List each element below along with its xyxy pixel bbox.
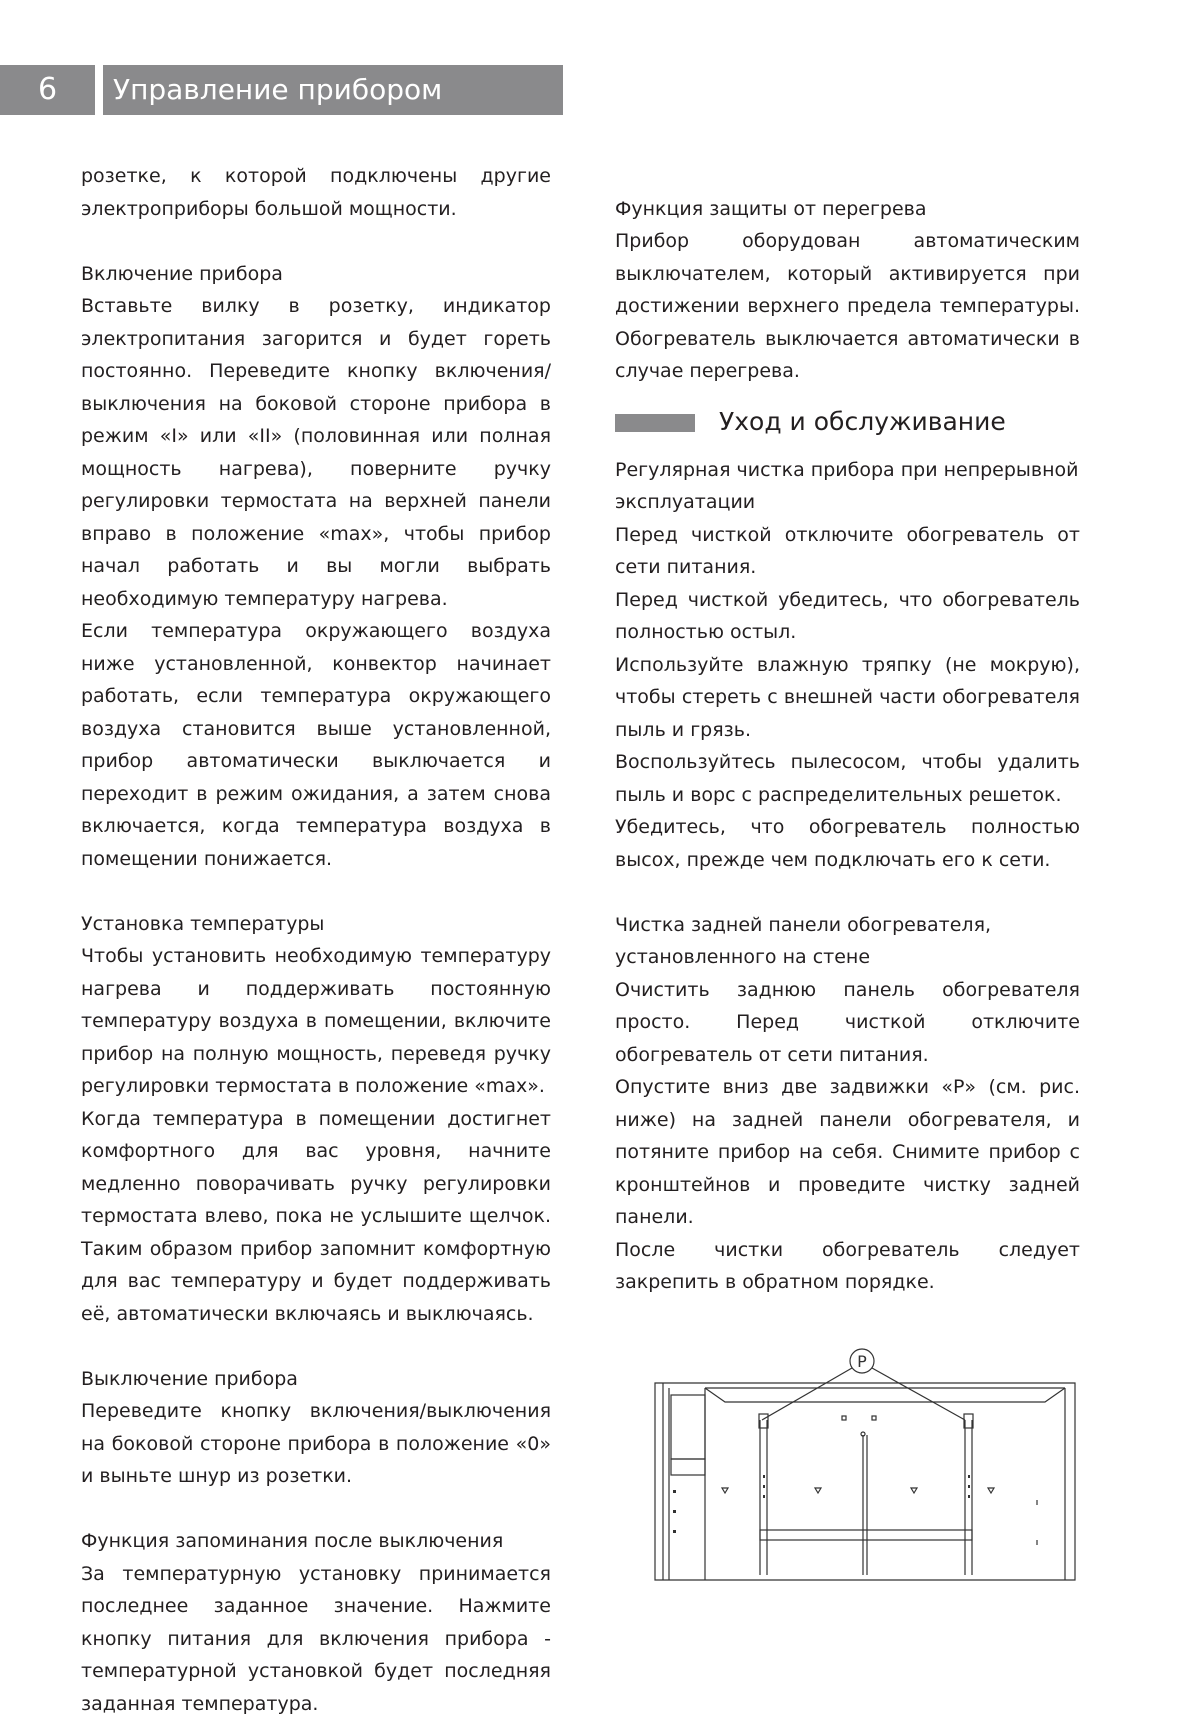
heater-back-panel-diagram <box>645 1340 1085 1590</box>
paragraph: Переведите кнопку включения/выключения на боковой стороне прибора в положение «0» и выньте шнур из розетки. <box>81 1395 551 1493</box>
paragraph-gap <box>81 875 551 908</box>
paragraph: Очистить заднюю панель обогревателя просто. Перед чисткой отключите обогреватель от сети питания. <box>615 974 1080 1072</box>
paragraph: Чтобы установить необходимую температуру нагрева и поддерживать постоянную температуру воздуха в помещении, включите прибор на полную мощность, переведя ручку регулировки термостата в положение «max». <box>81 940 551 1103</box>
paragraph: Используйте влажную тряпку (не мокрую), чтобы стереть с внешней части обогревателя пыль и грязь. <box>615 649 1080 747</box>
paragraph: Вставьте вилку в розетку, индикатор электропитания загорится и будет гореть постоянно. Переведите кнопку включения/выключения на боковой стороне прибора в режим «I» или «II» (половинная или полная мощность нагрева), поверните ручку регулировки термостата на верхней панели вправо в положение «max», чтобы прибор начал работать и вы могли выбрать необходимую температуру нагрева. <box>81 290 551 615</box>
paragraph: Перед чисткой убедитесь, что обогреватель полностью остыл. <box>615 584 1080 649</box>
paragraph: За температурную установку принимается последнее заданное значение. Нажмите кнопку питания для включения прибора - температурной установкой будет последняя заданная температура. <box>81 1558 551 1720</box>
paragraph-gap <box>81 225 551 258</box>
subheading: Регулярная чистка прибора при непрерывной эксплуатации <box>615 454 1080 519</box>
paragraph-gap <box>81 1493 551 1526</box>
subheading: Функция запоминания после выключения <box>81 1525 551 1558</box>
paragraph-gap <box>615 160 1080 193</box>
paragraph: Прибор оборудован автоматическим выключателем, который активируется при достижении верхнего предела температуры. Обогреватель выключается автоматически в случае перегрева. <box>615 225 1080 388</box>
left-column <box>81 160 551 1720</box>
section-header <box>615 392 1080 454</box>
paragraph: После чистки обогреватель следует закрепить в обратном порядке. <box>615 1234 1080 1299</box>
right-column <box>615 160 1080 1299</box>
paragraph-gap <box>615 876 1080 909</box>
section-title: Уход и обслуживание <box>719 402 1006 442</box>
paragraph: Когда температура в помещении достигнет комфортного для вас уровня, начните медленно поворачивать ручку регулировки термостата влево, пока не услышите щелчок. Таким образом прибор запомнит комфортную для вас температуру и будет поддерживать её, автоматически включаясь и выключаясь. <box>81 1103 551 1331</box>
paragraph: Перед чисткой отключите обогреватель от сети питания. <box>615 519 1080 584</box>
subheading: Чистка задней панели обогревателя, установленного на стене <box>615 909 1080 974</box>
latch-label: P <box>857 1352 867 1371</box>
subheading: Включение прибора <box>81 258 551 291</box>
page-number: 6 <box>0 65 95 115</box>
section-bar <box>615 414 695 432</box>
paragraph: Убедитесь, что обогреватель полностью высох, прежде чем подключать его к сети. <box>615 811 1080 876</box>
paragraph: Опустите вниз две задвижки «P» (см. рис. ниже) на задней панели обогревателя, и потяните прибор на себя. Снимите прибор с кронштейнов и проведите чистку задней панели. <box>615 1071 1080 1234</box>
subheading: Установка температуры <box>81 908 551 941</box>
page-title: Управление прибором <box>103 65 563 115</box>
subheading: Выключение прибора <box>81 1363 551 1396</box>
paragraph: Если температура окружающего воздуха ниже установленной, конвектор начинает работать, если температура окружающего воздуха становится выше установленной, прибор автоматически выключается и переходит в режим ожидания, а затем снова включается, когда температура воздуха в помещении понижается. <box>81 615 551 875</box>
subheading: Функция защиты от перегрева <box>615 193 1080 226</box>
paragraph-gap <box>81 1330 551 1363</box>
paragraph: Воспользуйтесь пылесосом, чтобы удалить пыль и ворс с распределительных решеток. <box>615 746 1080 811</box>
paragraph: розетке, к которой подключены другие электроприборы большой мощности. <box>81 160 551 225</box>
